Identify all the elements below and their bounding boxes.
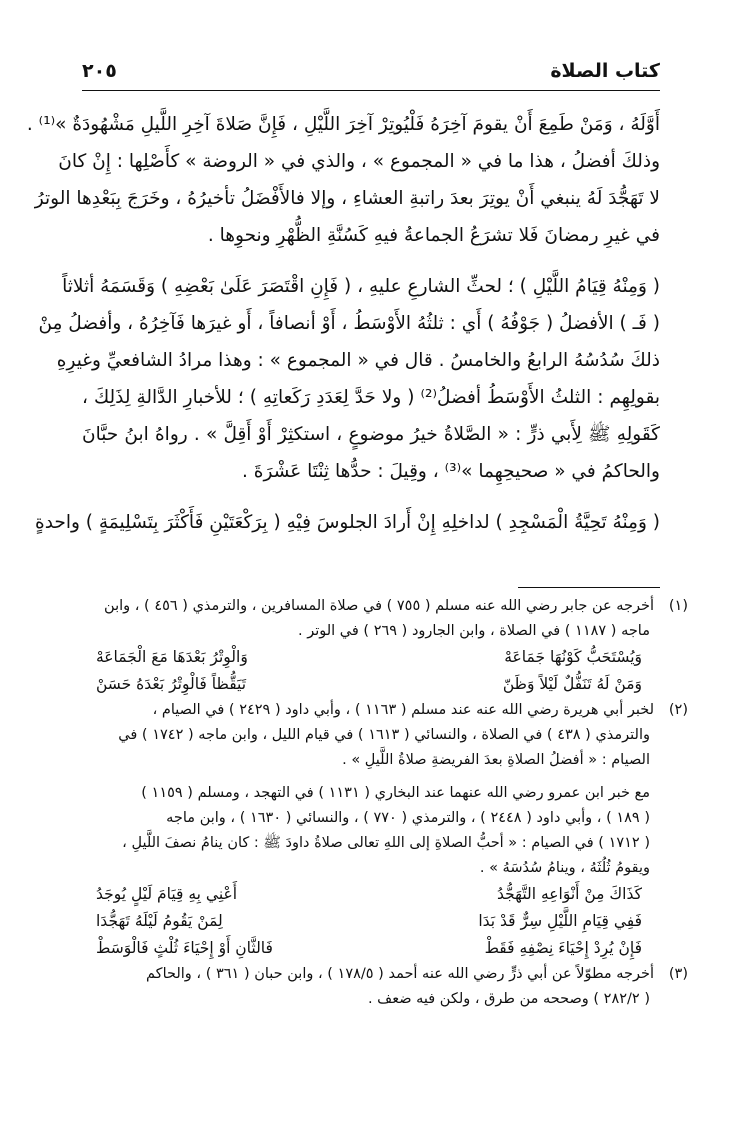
footnote-line: ويقومُ ثُلُثَهُ ، وينامُ سُدُسَهُ » . <box>479 860 650 876</box>
main-text <box>26 106 660 541</box>
hemistich: تَيَقُّظاً فَالْوِتْرُ بَعْدَهُ حَسَنْ <box>96 675 247 693</box>
hemistich: لِمَنْ يَقُومُ لَيْلَهُ تَهَجُّدَا <box>96 912 223 930</box>
footnote-line: ( ١٧١٢ ) في الصيام : « أحبُّ الصلاةِ إلى اللهِ تعالى صلاةُ داودَ ﷺ : كان ينامُ نصفَ اللَّيلِ ، <box>122 835 650 851</box>
text-line: ( وَمِنْهُ قِيَامُ اللَّيْلِ ) ؛ لحثِّ الشارعِ عليهِ ، ( فَإِنِ اقْتَصَرَ عَلَىٰ بَعْضِهِ ) وَقَسَمَهُ أثلاثاً <box>62 276 660 297</box>
footnote-separator <box>518 587 660 588</box>
verse-line <box>82 881 688 908</box>
hemistich: فَإِنْ يُرِدْ إِحْيَاءَ نِصْفِهِ فَقَطْ <box>484 939 642 957</box>
hemistich: وَمَنْ لَهُ تَنَفُّلٌ لَيْلاً وَظَنّ <box>502 675 642 693</box>
paragraph <box>35 504 660 541</box>
chapter-title: كتاب الصلاة <box>550 60 660 82</box>
verse-line <box>82 935 688 962</box>
footnote-line: مع خبر ابن عمرو رضي الله عنهما عند البخاري ( ١١٣١ ) في التهجد ، ومسلم ( ١١٥٩ ) <box>141 785 650 801</box>
hemistich: وَالْوِتْرُ بَعْدَهَا مَعَ الْجَمَاعَهْ <box>96 648 248 666</box>
verse-line <box>82 671 688 698</box>
hemistich: فَالثَّانِ أَوْ إِحْيَاءَ ثُلْثٍ فَالْوَسَطْ <box>96 939 273 957</box>
text-line: أَوَّلَهُ ، وَمَنْ طَمِعَ أَنْ يقومَ آخِرَهُ فَلْيُوتِرْ آخِرَ اللَّيْلِ ، فَإِنَّ صَلاةَ آخِرِ اللَّيلِ مَشْهُودَةٌ »⁽¹⁾ . <box>26 114 660 135</box>
footnote-line: ( ٢٨٢/٢ ) وصححه من طرق ، ولكن فيه ضعف . <box>367 991 650 1007</box>
text-line: ( وَمِنْهُ تَحِيَّةُ الْمَسْجِدِ ) لداخلِهِ إِنْ أَرادَ الجلوسَ فِيْهِ ( بِرَكْعَتَيْنِ فَأَكْثَرَ بِتَسْلِيمَةٍ ) واحدةٍ <box>35 512 660 533</box>
footnote-number: (٣) <box>668 966 688 982</box>
text-line: بقولِهِم : الثلثُ الأَوْسَطُ أفضلُ⁽²⁾ ( ولا حَدَّ لِعَدَدِ رَكَعاتِهِ ) ؛ للأخبارِ الدَّالةِ لِذَلِكَ ، <box>82 387 660 408</box>
footnote-line: ماجه ( ١١٨٧ ) في الصلاة ، وابن الجارود ( ٢٦٩ ) في الوتر . <box>298 623 650 639</box>
hemistich: فَفِي قِيَامِ اللَّيْلِ سِرٌّ قَدْ بَدَا <box>478 912 642 930</box>
footnote-2 <box>82 698 688 962</box>
footnotes <box>82 594 688 1012</box>
paragraph <box>38 268 660 490</box>
footnote-line: والترمذي ( ٤٣٨ ) في الصلاة ، والنسائي ( ١٦١٣ ) في قيام الليل ، وابن ماجه ( ١٧٤٢ ) في <box>118 727 650 743</box>
footnote-1 <box>82 594 688 698</box>
header-rule <box>82 90 660 91</box>
footnote-line: لخبر أبي هريرة رضي الله عنه عند مسلم ( ١١٦٣ ) ، وأبي داود ( ٢٤٢٩ ) في الصيام ، <box>152 702 654 718</box>
footnote-3 <box>82 962 688 1012</box>
footnote-number: (٢) <box>668 702 688 718</box>
footnote-line: أخرجه عن جابر رضي الله عنه مسلم ( ٧٥٥ ) في صلاة المسافرين ، والترمذي ( ٤٥٦ ) ، وابن <box>104 598 654 614</box>
text-line: وذلكَ أفضلُ ، هذا ما في « المجموع » ، والذي في « الروضة » كأَصْلِها : إِنْ كانَ <box>58 151 660 172</box>
text-line: في غيرِ رمضانَ فَلا تشرَعُ الجماعةُ فيهِ كَسُنَّةِ الظُّهْرِ ونحوِها . <box>207 225 660 246</box>
text-line: ( فَـ ) الأفضلُ ( جَوْفُهُ ) أَي : ثلثُهُ الأَوْسَطُ ، أَوْ أنصافاً ، أَو غيرَها فَآخِرُهُ ، وأفضلُ مِنْ <box>38 313 660 334</box>
footnote-line: أخرجه مطوّلاً عن أبي ذرٍّ رضي الله عنه أحمد ( ١٧٨/٥ ) ، وابن حبان ( ٣٦١ ) ، والحاكم <box>146 966 654 982</box>
hemistich: وَيُسْتَحَبُّ كَوْنُهَا جَمَاعَهْ <box>504 648 642 666</box>
footnote-line: الصيام : « أفضلُ الصلاةِ بعدَ الفريضةِ صلاةُ اللَّيلِ » . <box>342 752 650 768</box>
text-line: ذلكَ سُدُسُهُ الرابعُ والخامسُ . قال في « المجموع » : وهذا مرادُ الشافعيِّ وغيرِهِ <box>56 350 660 371</box>
footnote-number: (١) <box>668 598 688 614</box>
verse-line <box>82 644 688 671</box>
running-header <box>82 60 660 94</box>
verse-line <box>82 908 688 935</box>
page-number: ٢٠٥ <box>82 60 117 82</box>
hemistich: كَذَاكَ مِنْ أَنْوَاعِهِ التَّهَجُّدُ <box>497 885 642 903</box>
text-line: والحاكمُ في « صحيحِهِما »⁽³⁾ ، وقِيلَ : حدُّها ثِنْتَا عَشْرَةَ . <box>242 461 660 482</box>
paragraph <box>26 106 660 254</box>
hemistich: أَعْنِي بِهِ قِيَامَ لَيْلٍ يُوجَدُ <box>96 885 238 903</box>
text-line: كَقَولِهِ ﷺ لِأَبي ذرٍّ : « الصَّلاةُ خيرُ موضوعٍ ، استكثِرْ أَوْ أَقِلَّ » . رواهُ ابنُ حبَّانَ <box>82 424 660 445</box>
text-line: لا تَهَجُّدَ لَهُ ينبغي أَنْ يوتِرَ بعدَ راتبةِ العشاءِ ، وإلا فالأَفْضَلُ تأخيرُهُ ، وخَرَجَ بِبَعْدِها الوترُ <box>34 188 660 209</box>
footnote-line: ( ١٨٩ ) ، وأبي داود ( ٢٤٤٨ ) ، والترمذي ( ٧٧٠ ) ، والنسائي ( ١٦٣٠ ) ، وابن ماجه <box>166 810 650 826</box>
